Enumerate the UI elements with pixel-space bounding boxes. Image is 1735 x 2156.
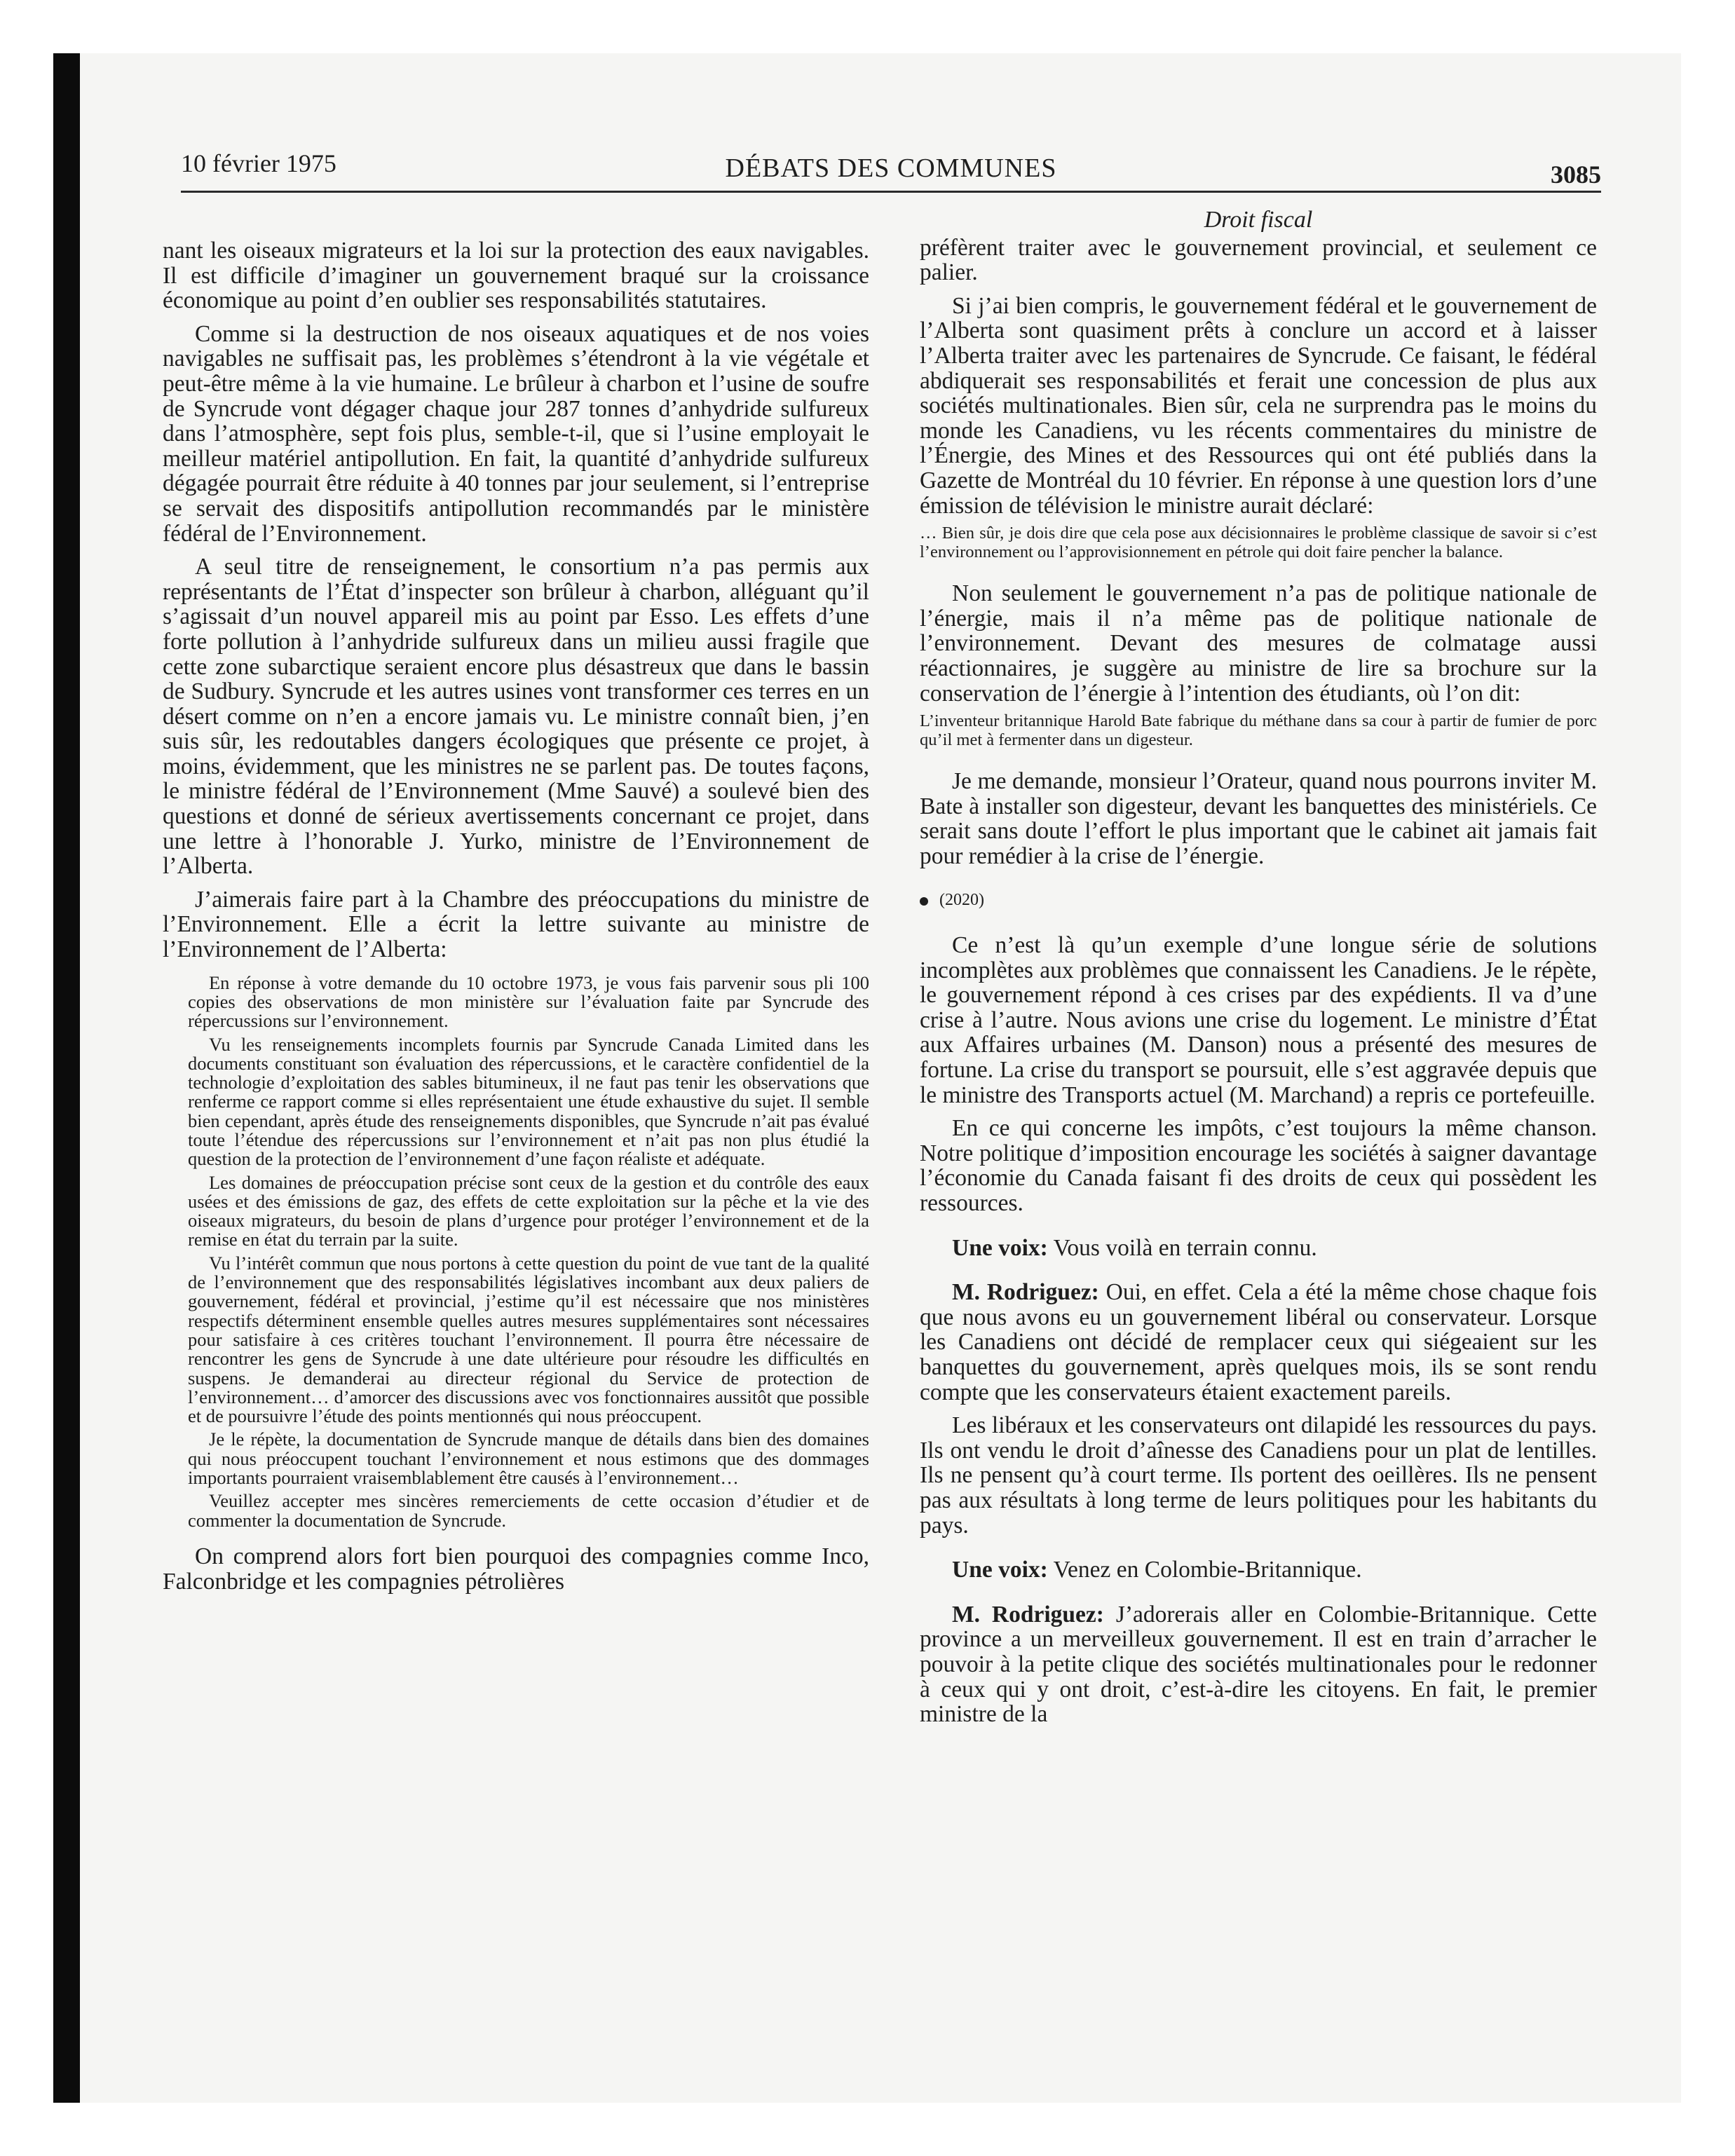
paragraph: J’aimerais faire part à la Chambre des préoccupations du ministre de l’Environnement. Elle a écrit la lettre suivante au ministre de l’Environnement de l’Alberta: bbox=[163, 886, 869, 963]
speech bbox=[920, 1236, 1597, 1261]
speaker-name: Une voix: bbox=[952, 1234, 1048, 1261]
header-date: 10 février 1975 bbox=[181, 149, 336, 177]
quote-paragraph: … Bien sûr, je dois dire que cela pose aux décisionnaires le problème classique de savoir si c’est l’environnement ou l’approvisionnement en pétrole qui doit faire pencher la balance. bbox=[920, 524, 1597, 562]
quoted-letter bbox=[163, 971, 869, 1531]
speaker-name: M. Rodriguez: bbox=[952, 1601, 1104, 1628]
paragraph: nant les oiseaux migrateurs et la loi sur la protection des eaux navigables. Il est difficile d’imaginer un gouvernement braqué sur la croissance économique au point d’en oublier ses responsabilités statutaires. bbox=[163, 238, 869, 314]
page-number: 3085 bbox=[1551, 161, 1601, 189]
left-column bbox=[163, 238, 869, 2033]
quote-paragraph: L’inventeur britannique Harold Bate fabrique du méthane dans sa cour à partir de fumier de porc qu’il met à fermenter dans un digesteur. bbox=[920, 711, 1597, 750]
speaker-name: Une voix: bbox=[952, 1557, 1048, 1583]
paragraph: On comprend alors fort bien pourquoi des compagnies comme Inco, Falconbridge et les compagnies pétrolières bbox=[163, 1543, 869, 1595]
header-title: DÉBATS DES COMMUNES bbox=[725, 153, 1057, 183]
section-title: Droit fiscal bbox=[1204, 207, 1313, 233]
paragraph: A seul titre de renseignement, le consortium n’a pas permis aux représentants de l’État d’inspecter son brûleur à charbon, alléguant qu’il s’agissait d’un nouvel appareil mis au point par Esso. Les effets d’une forte pollution à l’anhydride sulfureux dans un milieu aussi fragile que cette zone subarctique seraient encore plus désastreux que dans le bassin de Sudbury. Syncrude et les autres usines vont transformer ces terres en un désert comme on n’en a encore jamais vu. Le ministre connaît bien, j’en suis sûr, les redoutables dangers écologiques que présente ce projet, à moins, évidemment, que les ministres ne se parlent pas. De toutes façons, le ministre fédéral de l’Environnement (Mme Sauvé) a soulevé bien des questions et donné de sérieux avertissements concernant ce projet, dans une lettre à l’honorable J. Yurko, ministre de l’Environnement de l’Alberta. bbox=[163, 554, 869, 880]
paragraph: préfèrent traiter avec le gouvernement provincial, et seulement ce palier. bbox=[920, 234, 1597, 286]
quote-paragraph: Je le répète, la documentation de Syncrude manque de détails dans bien des domaines qui nous préoccupent touchant l’environnement et nous estimons que des dommages importants pourraient vraisemblablement être causés à l’environnement… bbox=[188, 1428, 869, 1489]
paragraph: En ce qui concerne les impôts, c’est toujours la même chanson. Notre politique d’imposition encourage les sociétés à saigner davantage l’économie du Canada faisant fi des droits de ceux qui possèdent les ressources. bbox=[920, 1115, 1597, 1216]
speech-text: Venez en Colombie-Britannique. bbox=[1053, 1557, 1362, 1583]
paragraph: Non seulement le gouvernement n’a pas de politique nationale de l’énergie, mais il n’a même pas de politique nationale de l’environnement. Devant des mesures de colmatage aussi réactionnaires, je suggère au ministre de lire sa brochure sur la conservation de l’énergie à l’intention des étudiants, où l’on dit: bbox=[920, 580, 1597, 707]
paragraph: Ce n’est là qu’un exemple d’une longue série de solutions incomplètes aux problèmes que connaissent les Canadiens. Je le répète, le gouvernement répond à ces crises par des expédients. Il va d’une crise à l’autre. Nous avions une crise du logement. Le ministre d’État aux Affaires urbaines (M. Danson) nous a présenté des mesures de fortune. La crise du transport se poursuit, elle s’est aggravée depuis que le ministre des Transports actuel (M. Marchand) a repris ce portefeuille. bbox=[920, 932, 1597, 1108]
speech bbox=[920, 1280, 1597, 1405]
right-column bbox=[920, 207, 1597, 2030]
quote-paragraph: Veuillez accepter mes sincères remerciements de cette occasion d’étudier et de commenter la documentation de Syncrude. bbox=[188, 1490, 869, 1531]
paragraph: Comme si la destruction de nos oiseaux aquatiques et de nos voies navigables ne suffisait pas, les problèmes s’étendront à la vie végétale et peut-être même à la vie humaine. Le brûleur à charbon et l’usine de soufre de Syncrude vont dégager chaque jour 287 tonnes d’anhydride sulfureux dans l’atmosphère, sept fois plus, semble-t-il, que si l’usine employait le meilleur matériel antipollution. En fait, la quantité d’anhydride sulfureux dégagée pourrait être réduite à 40 tonnes par jour seulement, si l’entreprise se servait des dispositifs antipollution recommandés par le ministère fédéral de l’Environnement. bbox=[163, 320, 869, 547]
speech-text: Vous voilà en terrain connu. bbox=[1053, 1234, 1317, 1261]
quote-paragraph: En réponse à votre demande du 10 octobre 1973, je vous fais parvenir sous pli 100 copies des observations de mon ministère sur l’évaluation faite par Syncrude des répercussions sur l’environnement. bbox=[188, 971, 869, 1032]
time-stamp-label: (2020) bbox=[939, 891, 984, 910]
bullet-icon bbox=[920, 897, 928, 906]
paragraph: Les libéraux et les conservateurs ont dilapidé les ressources du pays. Ils ont vendu le droit d’aînesse des Canadiens pour un plat de lentilles. Ils ne pensent qu’à court terme. Ils portent des oeillères. Ils ne pensent pas aux résultats à long terme de leurs politiques pour les habitants du pays. bbox=[920, 1412, 1597, 1538]
speech-text: Oui, en effet. Cela a été la même chose chaque fois que nous avons eu un gouvernement libéral ou conservateur. Lorsque les Canadiens ont décidé de remplacer ceux qui siégeaient sur les banquettes du gouvernement, après quelques mois, ils se sont rendu compte que les conservateurs étaient exactement pareils. bbox=[920, 1279, 1597, 1405]
speaker-name: M. Rodriguez: bbox=[952, 1279, 1099, 1306]
time-stamp bbox=[920, 888, 1597, 913]
quote-paragraph: Vu l’intérêt commun que nous portons à cette question du point de vue tant de la qualité de l’environnement que des responsabilités législatives incombant aux deux paliers de gouvernement, fédéral et provincial, j’estime qu’il est nécessaire que nos ministères respectifs déterminent ensemble quelles autres mesures supplémentaires sont nécessaires pour satisfaire à ces critères touchant l’environnement. Il pourra être nécessaire de rencontrer les gens de Syncrude à une date ultérieure pour résoudre les difficultés en suspens. Je demanderai au directeur régional du Service de protection de l’environnement… d’amorcer des discussions avec vos fonctionnaires aussitôt que possible et de poursuivre l’étude des points mentionnés qui nous préoccupent. bbox=[188, 1252, 869, 1427]
quote-paragraph: Vu les renseignements incomplets fournis par Syncrude Canada Limited dans les documents constituant son évaluation des répercussions, et le caractère confidentiel de la technologie d’exploitation des sables bitumineux, il ne faut pas tenir les observations que renferme ce rapport comme si elles représentaient une étude exhaustive du sujet. Il semble bien cependant, après étude des renseignements disponibles, que Syncrude n’ait pas évalué toute l’étendue des répercussions sur l’environnement et n’ait pas non plus étudié la question de la protection de l’environnement d’une façon réaliste et adéquate. bbox=[188, 1033, 869, 1170]
quote-paragraph: Les domaines de préoccupation précise sont ceux de la gestion et du contrôle des eaux usées et des émissions de gaz, des effets de cette exploitation sur la pêche et la vie des oiseaux migrateurs, du besoin de plans d’urgence pour protéger l’environnement et de la remise en état du terrain par la suite. bbox=[188, 1171, 869, 1250]
paragraph: Si j’ai bien compris, le gouvernement fédéral et le gouvernement de l’Alberta sont quasiment prêts à conclure un accord et à laisser l’Alberta traiter avec les partenaires de Syncrude. Ce faisant, le fédéral abdiquerait ses responsabilités et ferait une concession de plus aux sociétés multinationales. Bien sûr, cela ne surprendra pas le moins du monde les Canadiens, vu les récents commentaires du ministre de l’Énergie, des Mines et des Ressources qui ont été publiés dans la Gazette de Montréal du 10 février. En réponse à une question lors d’une émission de télévision le ministre aurait déclaré: bbox=[920, 292, 1597, 519]
speech-text: J’adorerais aller en Colombie-Britannique. Cette province a un merveilleux gouvernement. Il est en train d’arracher le pouvoir à la petite clique des sociétés multinationales pour le redonner à ceux qui y ont droit, c’est-à-dire les citoyens. En fait, le premier ministre de la bbox=[920, 1601, 1598, 1728]
running-header bbox=[181, 142, 1601, 193]
speech bbox=[920, 1557, 1597, 1583]
speech bbox=[920, 1602, 1597, 1727]
scan-border bbox=[53, 53, 80, 2103]
paragraph: Je me demande, monsieur l’Orateur, quand nous pourrons inviter M. Bate à installer son digesteur, devant les banquettes des ministériels. Ce serait sans doute l’effort le plus important que le cabinet ait jamais fait pour remédier à la crise de l’énergie. bbox=[920, 768, 1597, 869]
